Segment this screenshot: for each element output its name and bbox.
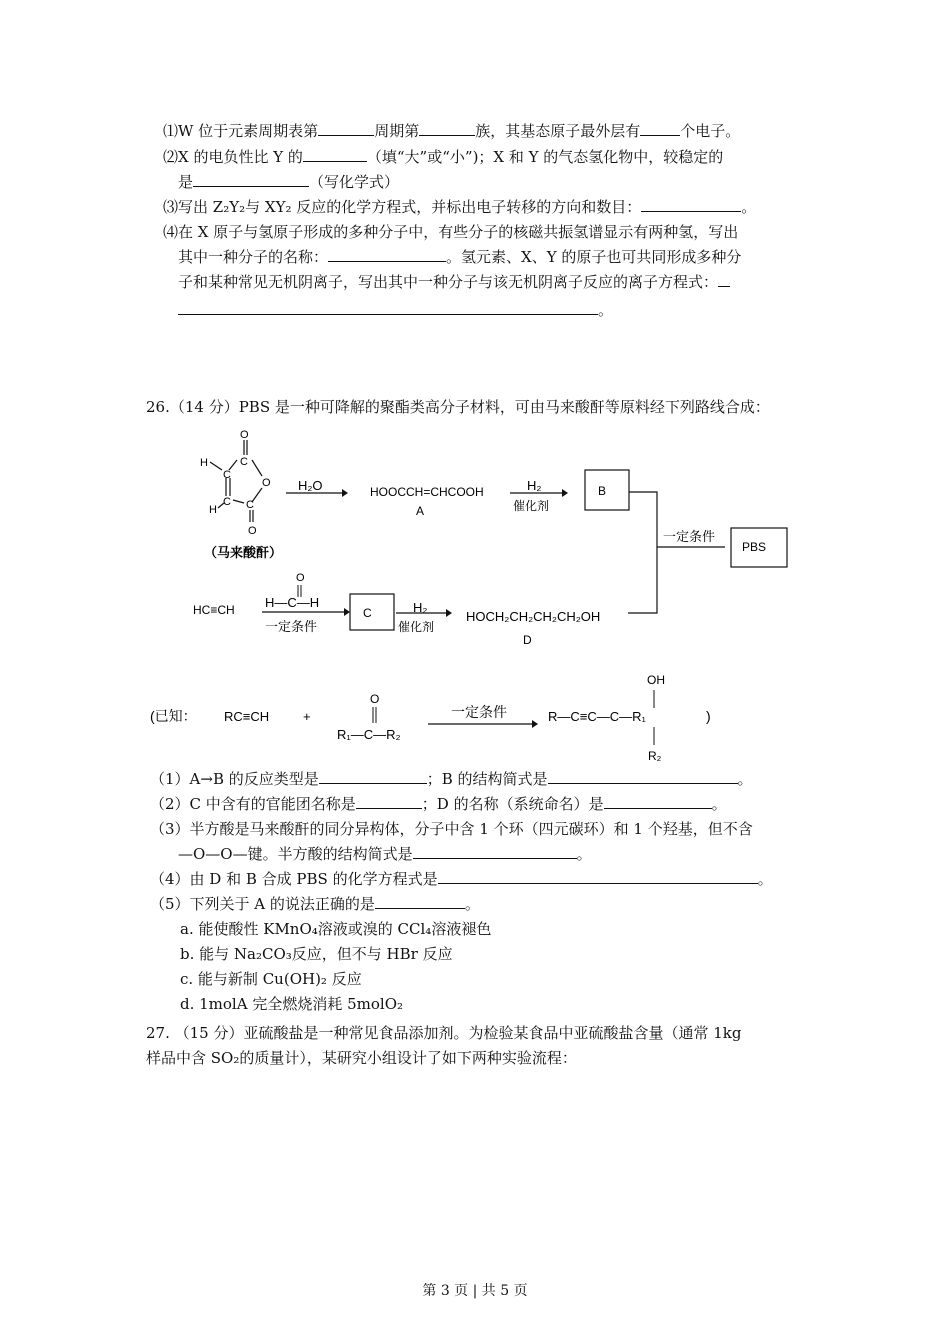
acetylene: HC≡CH (193, 603, 235, 617)
ring-h1: H (200, 457, 208, 469)
option-a: a. 能使酸性 KMnO₄溶液或溴的 CCl₄溶液褪色 (180, 920, 492, 938)
ring-bottom-o: O (248, 525, 257, 537)
q26-5b: 。 (464, 895, 480, 913)
q25-1-text-b: 周期第 (374, 122, 420, 140)
ring-c2: C (223, 469, 231, 481)
q26-3-cont (178, 844, 592, 864)
known-condition: 一定条件 (451, 704, 507, 720)
q26-intro: 26.（14 分）PBS 是一种可降解的聚酯类高分子材料，可由马来酸酐等原料经下列路线合成： (146, 398, 770, 416)
connector (628, 492, 657, 613)
q25-2-text: ⑵X 的电负性比 Y 的 (163, 148, 303, 166)
q26-4b: 。 (757, 870, 773, 888)
known-r2: R₂ (648, 749, 662, 763)
known-plus: + (303, 709, 311, 724)
blank (319, 769, 427, 784)
compound-c-label: C (363, 606, 372, 620)
q25-1-text: ⑴W 位于元素周期表第 (163, 122, 319, 140)
pbs-label: PBS (742, 540, 767, 554)
q26-2c: 。 (711, 795, 727, 813)
known-product: R—C≡C—C—R₁ (548, 709, 646, 724)
q26-3a: （3）半方酸是马来酸酐的同分异构体，分子中含 1 个环（四元碳环）和 1 个羟基，但不含 (150, 820, 753, 838)
maleic-anhydride-structure (210, 440, 262, 522)
q25-2-text-d: （写化学式） (309, 173, 400, 191)
q26-3b: —O—O—键。半方酸的结构简式是 (178, 845, 413, 863)
known-reactant1: RC≡CH (224, 709, 270, 724)
q26-1c: 。 (737, 770, 753, 788)
q25-1-text-c: 族，其基态原子最外层有 (475, 122, 641, 140)
condition-lower: 一定条件 (265, 619, 318, 634)
compound-a-label: A (416, 504, 425, 518)
q25-4-text-b: 其中一种分子的名称： (178, 248, 329, 266)
q26-3c: 。 (576, 845, 592, 863)
arrowhead-1 (342, 489, 348, 497)
compound-d-label: D (523, 633, 532, 647)
q26-4 (150, 869, 773, 889)
q26-5a: （5）下列关于 A 的说法正确的是 (150, 895, 375, 913)
page-footer: 第 3 页 | 共 5 页 (422, 1283, 528, 1299)
known-suffix: ) (706, 708, 711, 724)
q26-2a: （2）C 中含有的官能团名称是 (150, 795, 356, 813)
q25-4-text-a: ⑷在 X 原子与氢原子形成的多种分子中，有些分子的核磁共振氢谱显示有两种氢，写出 (163, 223, 739, 241)
q26-5 (150, 894, 480, 914)
ring-h2: H (209, 504, 217, 516)
known-ketone-o: O (370, 692, 380, 706)
blank (356, 794, 422, 809)
h2-top: H₂ (527, 478, 542, 493)
q25-2-text-c: 是 (178, 173, 194, 191)
compound-d-formula: HOCH₂CH₂CH₂CH₂OH (466, 609, 601, 624)
arrowhead-4 (446, 609, 452, 617)
arrowhead-2 (562, 489, 568, 497)
blank (413, 844, 577, 859)
option-d: d. 1molA 完全燃烧消耗 5molO₂ (180, 995, 404, 1013)
q26-1 (150, 769, 753, 789)
maleic-label: （马来酸酐） (204, 545, 283, 560)
h2-low: H₂ (413, 600, 428, 615)
compound-b-label: B (598, 484, 607, 498)
arrowhead-3 (344, 608, 350, 616)
q27-line2: 样品中含 SO₂的质量计），某研究小组设计了如下两种实验流程： (146, 1049, 577, 1067)
known-oh: OH (647, 673, 665, 687)
blank (604, 794, 712, 809)
q25-4-text-d: 子和某种常见无机阴离子，写出其中一种分子与该无机阴离子反应的离子方程式： (178, 273, 719, 291)
q25-1-text-d: 个电子。 (680, 122, 741, 140)
catalyst-top: 催化剂 (513, 499, 550, 513)
q26-2 (150, 794, 727, 814)
option-b: b. 能与 Na₂CO₃反应，但不与 HBr 反应 (180, 945, 453, 963)
compound-b-box (585, 470, 629, 510)
catalyst-low: 催化剂 (398, 620, 435, 634)
compound-a-formula: HOOCCH=CHCOOH (370, 485, 484, 499)
known-prefix: (已知： (150, 708, 197, 724)
q26-2b: ；D 的名称（系统命名）是 (421, 795, 604, 813)
compound-c-box (350, 594, 394, 630)
q26-1b: ；B 的结构简式是 (426, 770, 548, 788)
q25-4-text-e: 。 (598, 301, 614, 319)
condition-pbs: 一定条件 (663, 529, 716, 544)
q26-1a: （1）A→B 的反应类型是 (150, 770, 319, 788)
h2o-label: H₂O (298, 478, 323, 493)
arrowhead-known (532, 720, 538, 728)
q27-line1: 27. （15 分）亚硫酸盐是一种常见食品添加剂。为检验某食品中亚硫酸盐含量（通常 1kg (146, 1024, 742, 1042)
known-ketone: R₁—C—R₂ (337, 727, 401, 742)
ring-c4: C (246, 499, 254, 511)
q25-3-text-b: 。 (741, 198, 757, 216)
blank (438, 869, 758, 884)
formaldehyde: H—C—H (265, 595, 320, 610)
q25-4-text-c: 。氢元素、X、Y 的原子也可共同形成多种分 (446, 248, 742, 266)
ring-top-o: O (240, 429, 249, 441)
ring-c3: C (223, 496, 231, 508)
q26-3 (150, 819, 753, 839)
formaldehyde-o: O (296, 572, 305, 584)
q25-2-text-b: （填“大”或“小”)；X 和 Y 的气态氢化物中，较稳定的 (366, 148, 724, 166)
option-c: c. 能与新制 Cu(OH)₂ 反应 (180, 970, 362, 988)
q25-3-text: ⑶写出 Z₂Y₂与 XY₂ 反应的化学方程式，并标出电子转移的方向和数目： (163, 198, 642, 216)
q26-4a: （4）由 D 和 B 合成 PBS 的化学方程式是 (150, 870, 438, 888)
ring-o: O (262, 477, 271, 489)
ring-c: C (240, 456, 248, 468)
blank (548, 769, 738, 784)
blank (375, 894, 465, 909)
